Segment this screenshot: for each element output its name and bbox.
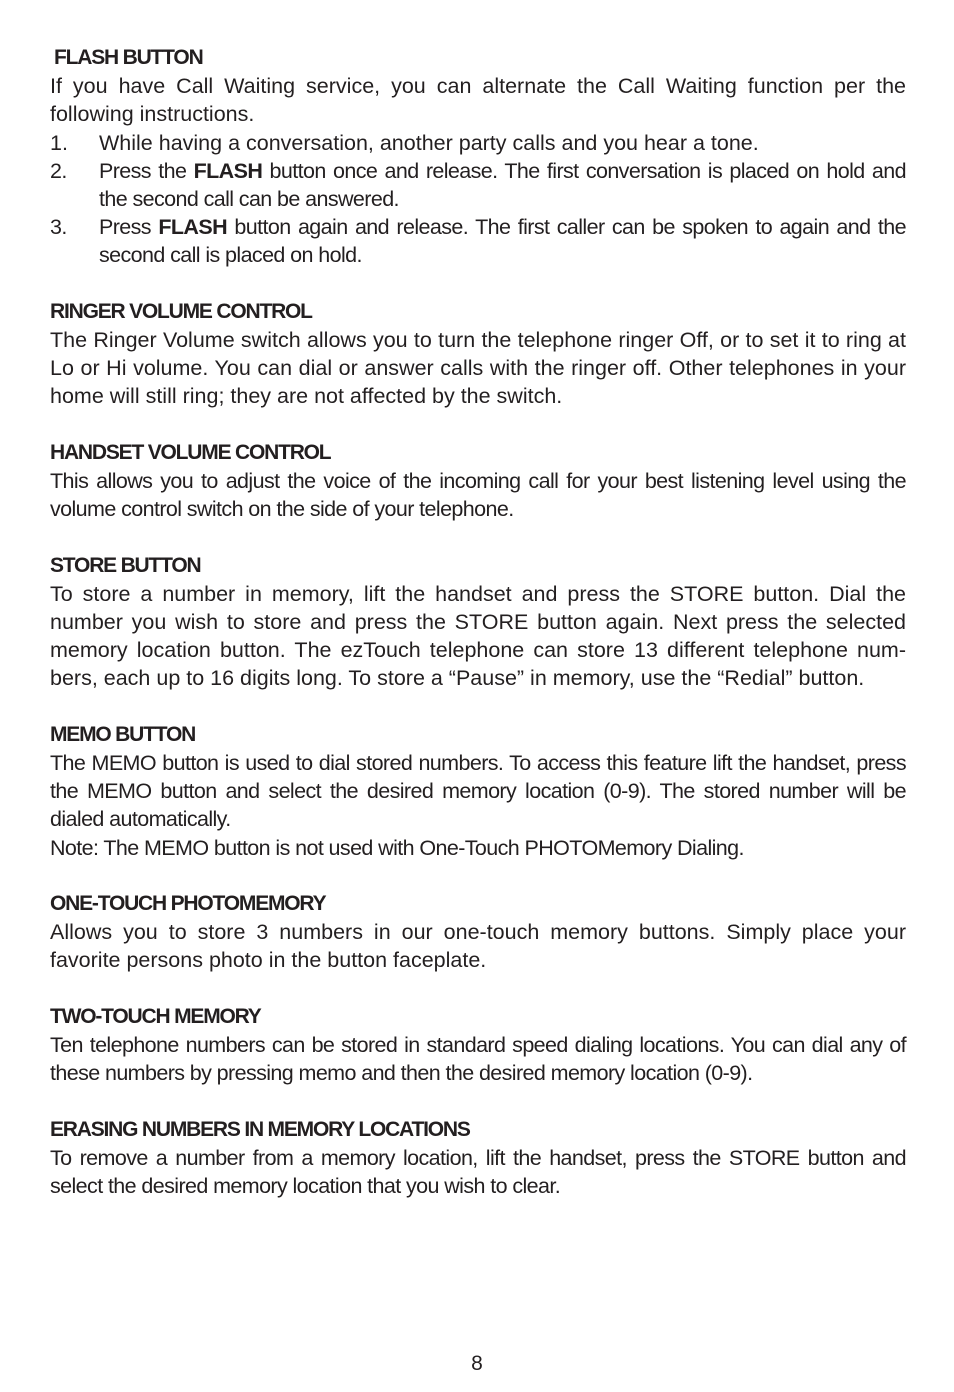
list-item-text-post: button again and release. The first caller can be spoken to again and the second call is placed on hold. [99,215,906,268]
section-heading: ONE-TOUCH PHOTOMEMORY [50,892,326,916]
section-store-button [50,552,906,693]
list-item-text-pre: Press [99,215,159,240]
section-heading: MEMO BUTTON [50,722,196,746]
section-body: The Ringer Volume switch allows you to turn the telephone ringer Off, or to set it to ring at Lo or Hi volume. You can dial or answer calls with the ringer off. Other telephones in your home will still ring; they are not affected by the switch. [50,328,906,409]
section-two-touch-memory [50,1003,906,1088]
section-heading: FLASH BUTTON [54,46,203,69]
section-note: Note: The MEMO button is not used with One-Touch PHOTOMemory Dialing. [50,835,744,860]
section-heading: RINGER VOLUME CONTROL [50,299,312,323]
section-memo-button [50,721,906,862]
section-heading: HANDSET VOLUME CONTROL [50,440,331,464]
list-item-number: 3. [50,215,67,240]
section-one-touch-photomemory [50,890,906,975]
section-body: This allows you to adjust the voice of the incoming call for your best listening level using the volume control switch on the side of your telephone. [50,469,906,522]
section-body: The MEMO button is used to dial stored numbers. To access this feature lift the handset, press the MEMO button and select the desired memory location (0-9). The stored number will be dialed automatically. [50,751,906,832]
flash-keyword: FLASH [193,158,263,183]
section-erasing-numbers [50,1116,906,1201]
list-item-text-pre: Press the [99,158,194,183]
list-item-text: While having a conversation, another party calls and you hear a tone. [99,130,759,155]
section-intro: If you have Call Waiting service, you can alternate the Call Waiting function per the following instructions. [50,74,906,127]
list-item-number: 1. [50,130,68,155]
section-body: To store a number in memory, lift the handset and press the STORE button. Dial the number you wish to store and press the STORE button again. Next press the selected memory location button. The ezTouch telephone can store 13 different telephone num-bers, each up to 16 digits long. To store a “Pause” in memory, use the “Redial” button. [50,581,906,691]
section-heading: STORE BUTTON [50,553,201,577]
list-item [50,157,906,213]
section-body: To remove a number from a memory location, lift the handset, press the STORE button and select the desired memory location that you wish to clear. [50,1145,906,1199]
section-flash-button [50,44,906,270]
list-item [50,129,906,157]
instruction-list [50,129,906,270]
section-heading: TWO-TOUCH MEMORY [50,1004,261,1028]
list-item [50,213,906,269]
flash-keyword: FLASH [158,215,228,240]
list-item-number: 2. [50,158,67,183]
section-body: Allows you to store 3 numbers in our one-touch memory buttons. Simply place your favorite persons photo in the button faceplate. [50,920,906,973]
page-number: 8 [471,1352,483,1375]
list-item-text-post: button once and release. The first conversation is placed on hold and the second call can be answered. [99,158,906,212]
section-handset-volume [50,439,906,524]
section-ringer-volume [50,298,906,411]
manual-page [50,44,906,1228]
section-heading: ERASING NUMBERS IN MEMORY LOCATIONS [50,1117,470,1141]
section-body: Ten telephone numbers can be stored in standard speed dialing locations. You can dial any of these numbers by pressing memo and then the desired memory location (0-9). [50,1033,906,1086]
